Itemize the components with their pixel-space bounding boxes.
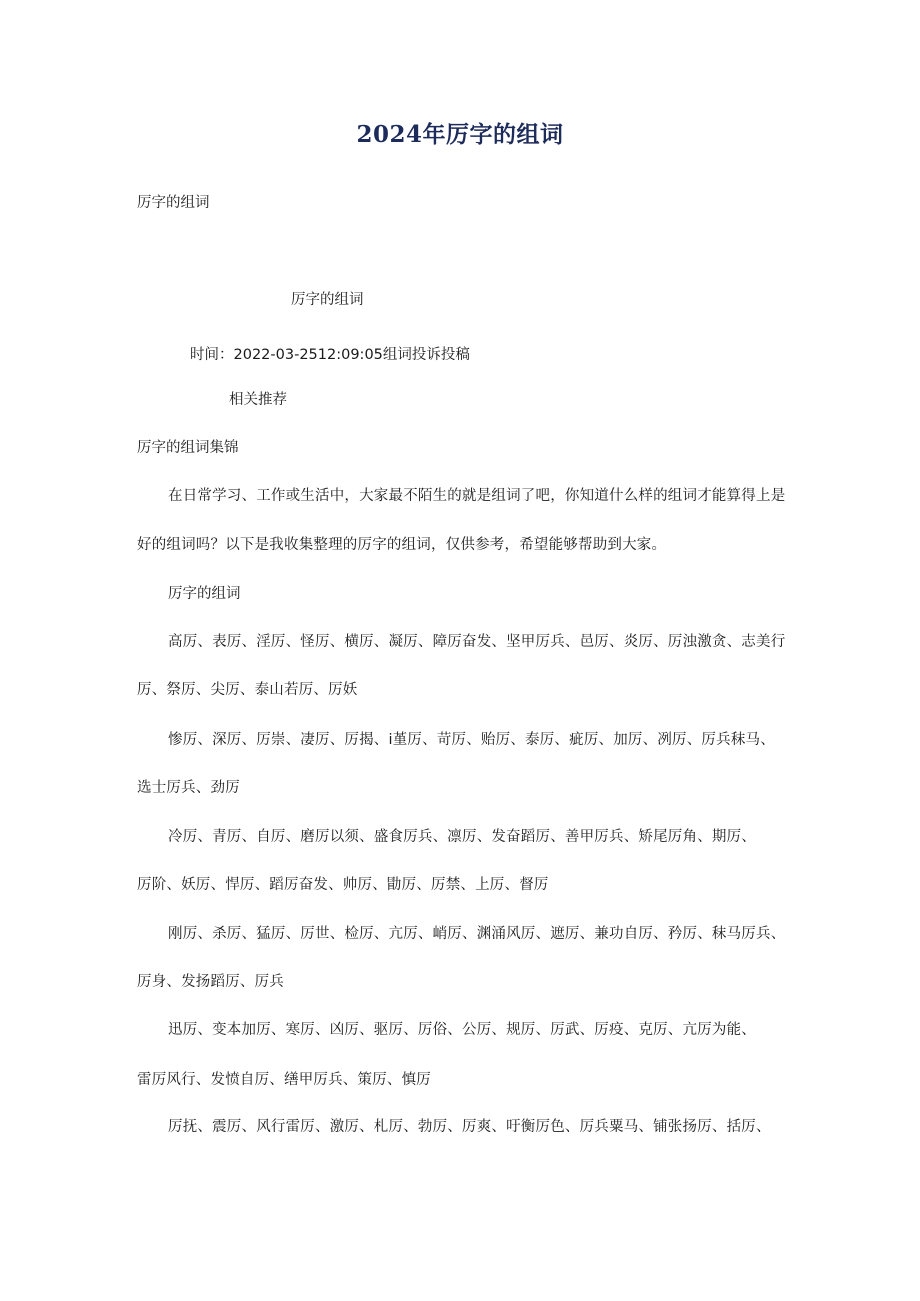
- section-heading: 厉字的组词集锦: [137, 440, 239, 456]
- word-line: 高厉、表厉、淫厉、怪厉、横厉、凝厉、障厉奋发、坚甲厉兵、邑厉、炎厉、厉浊激贪、志美行: [168, 634, 786, 650]
- header-label: 厉字的组词: [137, 195, 210, 211]
- word-line: 雷厉风行、发愤自厉、缮甲厉兵、策厉、慎厉: [137, 1072, 431, 1088]
- word-line: 厉阶、妖厉、悍厉、蹈厉奋发、帅厉、勖厉、厉禁、上厉、督厉: [137, 877, 549, 893]
- word-line: 惨厉、深厉、厉崇、凄厉、厉揭、i堇厉、苛厉、贻厉、泰厉、疵厉、加厉、冽厉、厉兵秣马、: [168, 732, 775, 748]
- word-line: 厉抚、震厉、风行雷厉、激厉、札厉、勃厉、厉爽、吁衡厉色、厉兵粟马、铺张扬厉、括厉、: [168, 1119, 771, 1135]
- article-title: 厉字的组词: [291, 292, 364, 308]
- intro-line: 在日常学习、工作或生活中，大家最不陌生的就是组词了吧，你知道什么样的组词才能算得上是: [168, 488, 786, 504]
- meta-line: 时间：2022-03-2512:09:05组词投诉投稿: [190, 347, 470, 363]
- subheading: 厉字的组词: [168, 586, 241, 602]
- word-line: 选士厉兵、劲厉: [137, 780, 240, 796]
- word-line: 厉、祭厉、尖厉、泰山若厉、厉妖: [137, 682, 358, 698]
- word-line: 迅厉、变本加厉、寒厉、凶厉、驱厉、厉俗、公厉、规厉、厉武、厉疫、克厉、亢厉为能、: [168, 1022, 756, 1038]
- word-line: 冷厉、青厉、自厉、磨厉以须、盛食厉兵、凛厉、发奋蹈厉、善甲厉兵、矫尾厉角、期厉、: [168, 829, 756, 845]
- intro-line: 好的组词吗？以下是我收集整理的厉字的组词，仅供参考，希望能够帮助到大家。: [137, 537, 667, 553]
- word-line: 厉身、发扬蹈厉、厉兵: [137, 974, 284, 990]
- word-line: 刚厉、杀厉、猛厉、厉世、检厉、亢厉、峭厉、渊涌风厉、遮厉、兼功自厉、矜厉、秣马厉兵、: [168, 926, 786, 942]
- related-label: 相关推荐: [229, 392, 287, 408]
- document-title: 2024年厉字的组词: [356, 121, 564, 148]
